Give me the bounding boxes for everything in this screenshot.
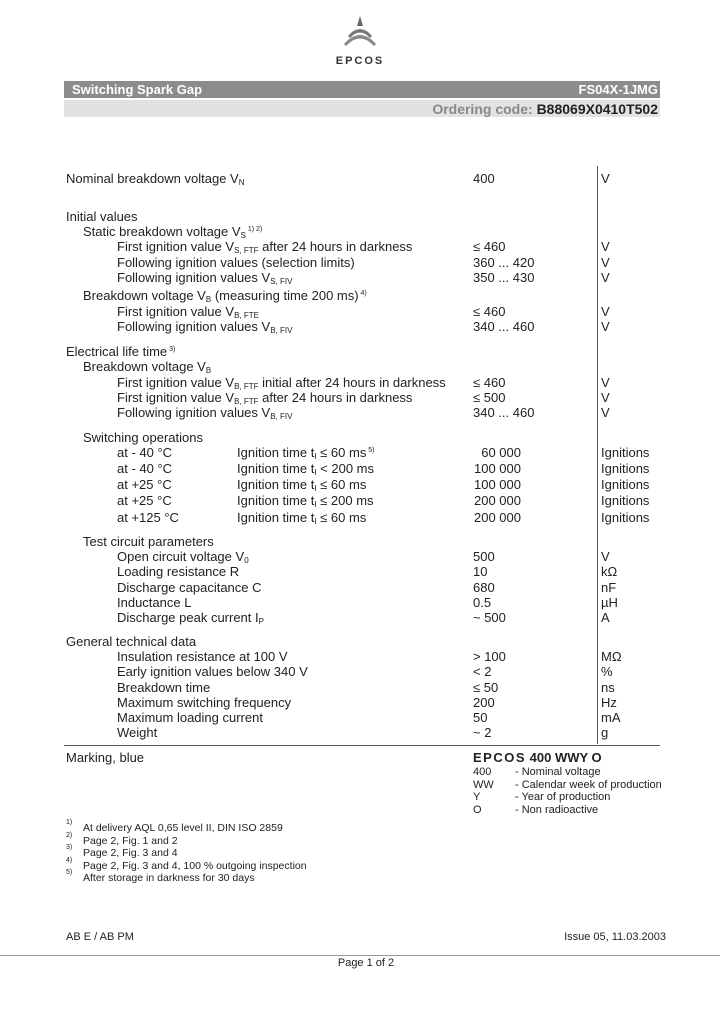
- legend-value: - Non radioactive: [515, 803, 599, 816]
- spec-unit: g: [601, 725, 609, 740]
- spec-unit: V: [601, 304, 610, 319]
- spec-value: < 2: [473, 664, 492, 679]
- spec-unit: V: [601, 171, 610, 186]
- spec-label: Maximum loading current: [117, 710, 263, 725]
- logo-text: EPCOS: [335, 55, 385, 67]
- spec-value: 400: [473, 171, 495, 186]
- spec-label: Switching operations: [83, 430, 203, 445]
- page-number: Page 1 of 2: [337, 957, 395, 969]
- spec-label: First ignition value $V_{B, FTF}$ after 24 hours in darkness: [117, 390, 413, 406]
- marking-code: EPCOS 400 WWY O: [473, 750, 602, 765]
- spec-value: 340 ... 460: [473, 405, 535, 420]
- spec-unit: %: [601, 664, 613, 679]
- spec-value: 350 ... 430: [473, 270, 535, 285]
- spec-label: Loading resistance R: [117, 564, 240, 579]
- switching-condition: Ignition time $t_I \le 200$ ms: [237, 493, 374, 509]
- switching-temperature: at +25 °C: [117, 477, 172, 492]
- spec-label: Nominal breakdown voltage $V_N$: [66, 171, 245, 187]
- legend-key: WW: [473, 778, 494, 791]
- switching-count: 200 000: [474, 493, 521, 508]
- spec-value: 10: [473, 564, 488, 579]
- switching-count: 100 000: [474, 461, 521, 476]
- spec-label: Following ignition values (selection limits): [117, 255, 355, 270]
- spec-label: First ignition value $V_{S, FTF}$ after 24 hours in darkness: [117, 239, 413, 255]
- spec-unit: V: [601, 375, 610, 390]
- ordering-bar: [64, 100, 660, 117]
- switching-condition: Ignition time $t_I < 200$ ms: [237, 461, 375, 477]
- spec-unit: mA: [601, 710, 621, 725]
- spec-label: Test circuit parameters: [83, 534, 214, 549]
- legend-key: O: [473, 803, 482, 816]
- spec-label: General technical data: [66, 634, 197, 649]
- spec-value: ≤ 50: [473, 680, 499, 695]
- spec-label: Breakdown voltage $V_B$ (measuring time 200 ms) $^{4)}$: [83, 288, 367, 304]
- spec-unit: nF: [601, 580, 617, 595]
- spec-unit: A: [601, 610, 610, 625]
- marking-label: Marking, blue: [66, 750, 145, 765]
- spec-unit: V: [601, 255, 610, 270]
- switching-condition: Ignition time $t_I \le 60$ ms $^{5)}$: [237, 445, 375, 461]
- spec-unit: Hz: [601, 695, 617, 710]
- switching-unit: Ignitions: [601, 493, 650, 508]
- spec-unit: V: [601, 405, 610, 420]
- switching-count: 100 000: [474, 477, 521, 492]
- footnote-number: 2): [66, 831, 73, 839]
- spec-label: Following ignition values $V_{B, FIV}$: [117, 405, 293, 421]
- spec-unit: µH: [601, 595, 618, 610]
- spec-label: Breakdown time: [117, 680, 211, 695]
- spec-value: ≤ 460: [473, 375, 506, 390]
- spec-unit: V: [601, 549, 610, 564]
- title-bar: [64, 81, 660, 98]
- spec-unit: V: [601, 239, 610, 254]
- spec-label: Static breakdown voltage $V_S$ $^{1) 2)}$: [83, 224, 263, 240]
- epcos-logo-icon: [340, 14, 380, 50]
- spec-label: Electrical life time $^{3)}$: [66, 344, 176, 359]
- spec-value: ~ 500: [473, 610, 506, 625]
- spec-value: 680: [473, 580, 495, 595]
- spec-unit: MΩ: [601, 649, 622, 664]
- spec-label: Maximum switching frequency: [117, 695, 292, 710]
- spec-label: First ignition value $V_{B, FTE}$: [117, 304, 259, 320]
- footnote-text: After storage in darkness for 30 days: [83, 872, 255, 884]
- spec-unit: ns: [601, 680, 615, 695]
- footnote-number: 4): [66, 856, 73, 864]
- spec-value: ≤ 500: [473, 390, 506, 405]
- spec-label: Insulation resistance at 100 V: [117, 649, 288, 664]
- spec-label: Discharge peak current $I_P$: [117, 610, 264, 626]
- switching-temperature: at +25 °C: [117, 493, 172, 508]
- switching-temperature: at - 40 °C: [117, 445, 173, 460]
- switching-unit: Ignitions: [601, 477, 650, 492]
- spec-value: ~ 2: [473, 725, 492, 740]
- spec-label: Breakdown voltage $V_B$: [83, 359, 212, 375]
- spec-label: Discharge capacitance C: [117, 580, 262, 595]
- spec-label: Initial values: [66, 209, 138, 224]
- footnote-number: 3): [66, 844, 73, 851]
- switching-temperature: at +125 °C: [117, 510, 179, 525]
- footnote-text: Page 2, Fig. 1 and 2: [83, 834, 178, 847]
- part-number: FS04X-1JMG: [578, 82, 658, 97]
- switching-count: 200 000: [474, 510, 521, 525]
- product-title: Switching Spark Gap: [72, 82, 203, 97]
- spec-value: 360 ... 420: [473, 255, 535, 270]
- footer-issue: Issue 05, 11.03.2003: [564, 931, 666, 943]
- spec-value: > 100: [473, 649, 506, 664]
- footnote-number: 5): [66, 869, 73, 876]
- switching-condition: Ignition time $t_I \le 60$ ms: [237, 477, 367, 493]
- unit-divider: [597, 166, 598, 744]
- switching-condition: Ignition time $t_I \le 60$ ms: [237, 510, 367, 526]
- legend-value: - Year of production: [515, 791, 611, 803]
- switching-count: 60 000: [481, 445, 521, 460]
- legend-value: - Nominal voltage: [515, 766, 601, 778]
- spec-value: ≤ 460: [473, 239, 506, 254]
- footnote-number: 1): [66, 819, 73, 826]
- spec-label: First ignition value $V_{B, FTF}$ initial after 24 hours in darkness: [117, 375, 446, 391]
- spec-value: ≤ 460: [473, 304, 506, 319]
- switching-unit: Ignitions: [601, 510, 650, 525]
- switching-temperature: at - 40 °C: [117, 461, 173, 476]
- spec-value: 340 ... 460: [473, 319, 535, 334]
- legend-value: - Calendar week of production: [515, 778, 662, 791]
- switching-unit: Ignitions: [601, 445, 650, 460]
- legend-key: 400: [473, 766, 492, 778]
- spec-value: 50: [473, 710, 488, 725]
- spec-value: 200: [473, 695, 495, 710]
- spec-label: Inductance L: [117, 595, 192, 610]
- spec-label: Following ignition values $V_{B, FIV}$: [117, 319, 293, 335]
- ordering-code: Ordering code: B88069X0410T502: [432, 101, 658, 117]
- spec-label: Following ignition values $V_{S, FIV}$: [117, 270, 293, 286]
- footnote-text: Page 2, Fig. 3 and 4, 100 % outgoing inspection: [83, 859, 307, 872]
- marking-divider: [64, 745, 660, 746]
- spec-unit: V: [601, 270, 610, 285]
- spec-label: Early ignition values below 340 V: [117, 664, 308, 679]
- spec-label: Open circuit voltage $V_0$: [117, 549, 249, 565]
- switching-unit: Ignitions: [601, 461, 650, 476]
- spec-unit: V: [601, 390, 610, 405]
- spec-value: 0.5: [473, 595, 492, 610]
- footnote-text: Page 2, Fig. 3 and 4: [83, 847, 178, 859]
- spec-unit: V: [601, 319, 610, 334]
- epcos-logo: [0, 14, 720, 67]
- footnote-text: At delivery AQL 0,65 level II, DIN ISO 2859: [83, 822, 283, 834]
- footer-divider: [0, 955, 720, 956]
- spec-label: Weight: [117, 725, 158, 740]
- spec-unit: kΩ: [601, 564, 618, 579]
- spec-value: 500: [473, 549, 495, 564]
- legend-key: Y: [473, 791, 481, 803]
- footer-department: AB E / AB PM: [66, 931, 134, 943]
